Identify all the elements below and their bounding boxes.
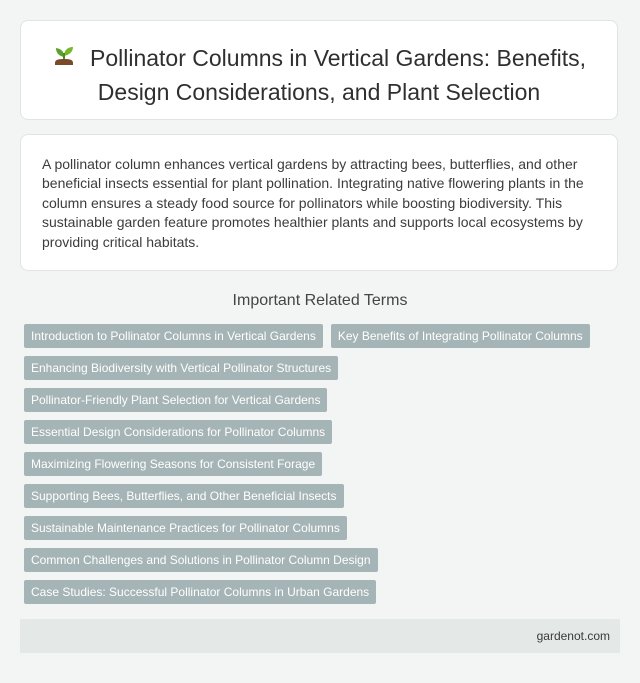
tag-row: [24, 324, 616, 348]
tag-row: [24, 452, 616, 476]
tag-row: [24, 356, 616, 380]
related-term-tag[interactable]: Essential Design Considerations for Pollinator Columns: [24, 420, 332, 444]
description-card: [20, 134, 618, 271]
related-term-tag[interactable]: Supporting Bees, Butterflies, and Other Beneficial Insects: [24, 484, 344, 508]
related-term-tag[interactable]: Maximizing Flowering Seasons for Consistent Forage: [24, 452, 322, 476]
sprout-icon: [52, 43, 76, 77]
related-term-tag[interactable]: Enhancing Biodiversity with Vertical Pollinator Structures: [24, 356, 338, 380]
related-terms-heading: Important Related Terms: [232, 292, 408, 309]
tag-row: [24, 548, 616, 572]
tag-row: [24, 516, 616, 540]
title-card: [20, 20, 618, 120]
description-text: A pollinator column enhances vertical gardens by attracting bees, butterflies, and other beneficial insects essential for plant pollination. Integrating native flowering plants in the column ensures a steady food source for pollinators while boosting biodiversity. This sustainable garden feature promotes healthier plants and supports local ecosystems by providing critical habitats.: [42, 156, 584, 250]
page-title-text: Pollinator Columns in Vertical Gardens: Benefits, Design Considerations, and Plant Selection: [89, 45, 587, 105]
related-term-tag[interactable]: Case Studies: Successful Pollinator Columns in Urban Gardens: [24, 580, 376, 604]
tag-row: [24, 580, 616, 604]
related-term-tag[interactable]: Common Challenges and Solutions in Pollinator Column Design: [24, 548, 378, 572]
related-term-tag[interactable]: Key Benefits of Integrating Pollinator Columns: [331, 324, 590, 348]
related-term-tag[interactable]: Introduction to Pollinator Columns in Vertical Gardens: [24, 324, 323, 348]
page-title: [37, 43, 601, 108]
tag-row: [24, 388, 616, 412]
related-term-tag[interactable]: Sustainable Maintenance Practices for Pollinator Columns: [24, 516, 347, 540]
footer: [20, 619, 620, 653]
tag-row: [24, 420, 616, 444]
tag-row: [24, 484, 616, 508]
related-terms-list: [24, 324, 616, 612]
footer-site-link[interactable]: gardenot.com: [536, 629, 610, 643]
related-term-tag[interactable]: Pollinator-Friendly Plant Selection for Vertical Gardens: [24, 388, 327, 412]
